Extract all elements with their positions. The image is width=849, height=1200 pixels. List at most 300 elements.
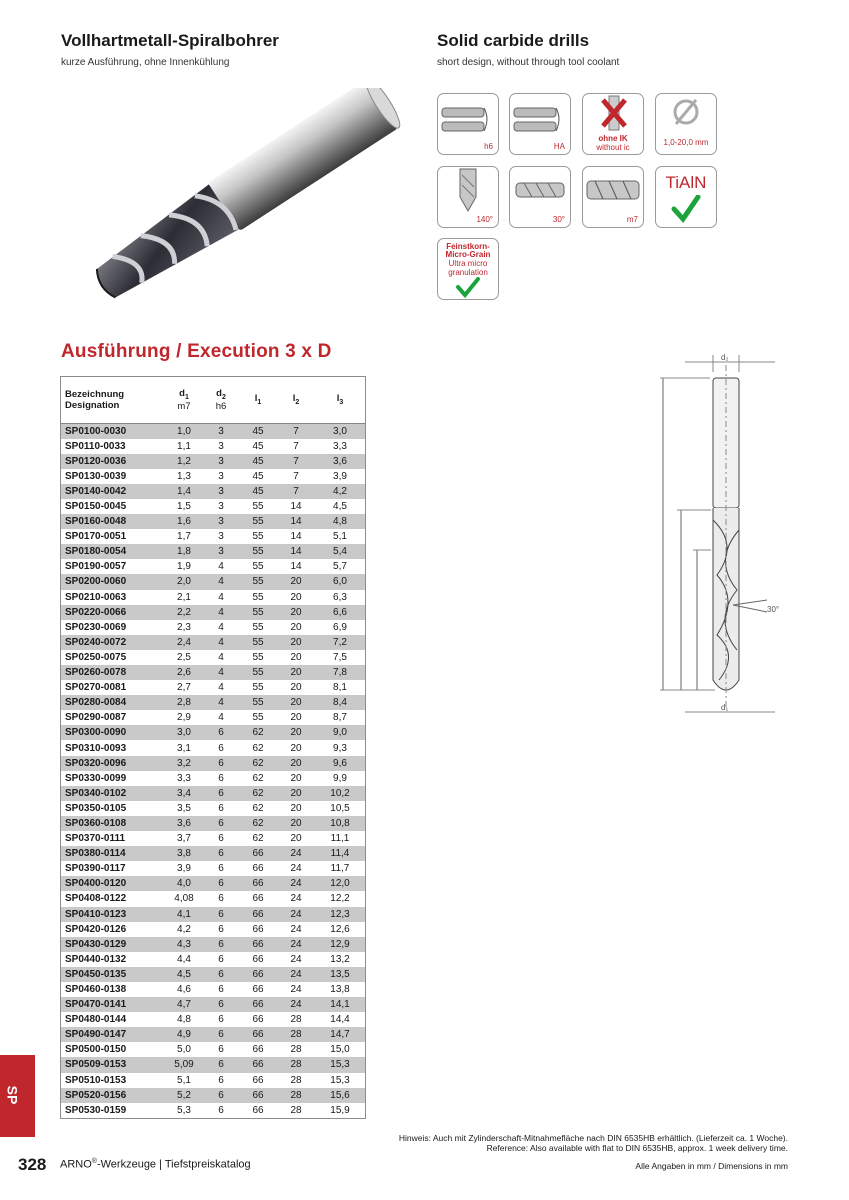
- table-row: [61, 907, 365, 922]
- title-de: Vollhartmetall-Spiralbohrer: [61, 31, 279, 50]
- cell-d1: 3,5: [177, 802, 191, 814]
- header-d1: $d_1$ m7: [177, 387, 191, 412]
- cell-l3: 4,8: [315, 514, 365, 529]
- cell-l1: 66: [252, 953, 264, 965]
- cell-l2: 14: [277, 544, 315, 559]
- section-title: Ausführung / Execution 3 x D: [61, 341, 332, 362]
- cell-l3: 15,3: [330, 1074, 350, 1086]
- cell-d2: 3: [203, 514, 239, 529]
- cell-d2: 4: [203, 635, 239, 650]
- cell-designation: SP0500-0150: [65, 1044, 127, 1056]
- diameter-icon: [655, 93, 717, 155]
- tolerance-icon: [582, 166, 644, 228]
- cell-l3: 13,2: [330, 953, 350, 965]
- cell-designation: SP0150-0045: [65, 501, 127, 513]
- cell-l1: 62: [252, 772, 264, 784]
- table-row: [61, 997, 365, 1012]
- cell-d1: 3,0: [165, 725, 203, 740]
- cell-l3: 3,0: [315, 423, 365, 439]
- cell-l1: 55: [252, 531, 264, 543]
- cell-l2: 24: [277, 967, 315, 982]
- check-icon: [438, 277, 498, 299]
- cell-designation: SP0330-0099: [65, 772, 127, 784]
- cell-l1: 66: [239, 846, 277, 861]
- cell-l3: 15,6: [315, 1088, 365, 1103]
- section-tab: [0, 1055, 35, 1137]
- cell-d1: 1,7: [177, 531, 191, 543]
- cell-d2: 6: [203, 876, 239, 891]
- cell-d2: 6: [203, 846, 239, 861]
- cell-d2: 6: [218, 1074, 224, 1086]
- cell-designation: SP0520-0156: [61, 1088, 165, 1103]
- cell-d2: 4: [218, 591, 224, 603]
- cell-d2: 6: [218, 1014, 224, 1026]
- cell-l3: 8,1: [333, 682, 347, 694]
- cell-d1: 4,6: [177, 984, 191, 996]
- cell-l2: 24: [277, 937, 315, 952]
- cell-d2: 6: [218, 923, 224, 935]
- cell-d1: 3,7: [177, 833, 191, 845]
- cell-l1: 62: [239, 756, 277, 771]
- subtitle-de: kurze Ausführung, ohne Innenkühlung: [61, 57, 230, 68]
- cell-l2: 7: [293, 440, 299, 452]
- cell-d2: 6: [218, 772, 224, 784]
- table-row: [61, 740, 365, 755]
- table-row: [61, 439, 365, 454]
- cell-d1: 3,3: [177, 772, 191, 784]
- cell-d2: 6: [203, 907, 239, 922]
- cell-designation: SP0530-0159: [65, 1104, 127, 1116]
- spec-table: [60, 376, 366, 1119]
- cell-d2: 6: [203, 816, 239, 831]
- cell-l3: 5,4: [315, 544, 365, 559]
- cell-l2: 14: [290, 501, 302, 513]
- cell-l2: 20: [290, 682, 302, 694]
- cell-designation: SP0460-0138: [65, 984, 127, 996]
- table-row: [61, 891, 365, 906]
- table-row: [61, 559, 365, 574]
- table-row: [61, 786, 365, 801]
- cell-l2: 20: [290, 621, 302, 633]
- cell-l1: 45: [239, 423, 277, 439]
- cell-l3: 7,8: [315, 665, 365, 680]
- cell-l1: 66: [239, 876, 277, 891]
- helix-angle-icon: [509, 166, 571, 228]
- cell-l3: 10,5: [330, 802, 350, 814]
- cell-l1: 66: [252, 1074, 264, 1086]
- cell-designation: SP0250-0075: [65, 651, 127, 663]
- header-designation: Bezeichnung Designation: [65, 388, 125, 411]
- cell-designation: SP0300-0090: [61, 725, 165, 740]
- cell-d1: 5,09: [165, 1057, 203, 1072]
- cell-l2: 24: [290, 863, 302, 875]
- cell-d1: 4,8: [177, 1014, 191, 1026]
- cell-l1: 62: [239, 786, 277, 801]
- cell-l1: 45: [239, 454, 277, 469]
- cell-l3: 4,2: [315, 484, 365, 499]
- table-row: [61, 1042, 365, 1057]
- d2-label: d₂: [721, 353, 729, 362]
- cell-designation: SP0509-0153: [61, 1057, 165, 1072]
- cell-l2: 20: [290, 802, 302, 814]
- table-row: [61, 544, 365, 559]
- cell-d1: 4,2: [177, 923, 191, 935]
- table-row: [61, 590, 365, 605]
- cell-l1: 66: [252, 1044, 264, 1056]
- cell-designation: SP0160-0048: [61, 514, 165, 529]
- cell-d2: 6: [218, 953, 224, 965]
- cell-designation: SP0320-0096: [61, 756, 165, 771]
- no-coolant-label-de: ohne IK: [598, 134, 628, 143]
- cell-designation: SP0190-0057: [65, 561, 127, 573]
- cell-l1: 62: [239, 816, 277, 831]
- cell-l2: 20: [290, 833, 302, 845]
- d1-label: d₁: [721, 703, 729, 712]
- cell-l1: 55: [252, 591, 264, 603]
- cell-designation: SP0350-0105: [65, 802, 127, 814]
- cell-d2: 6: [203, 937, 239, 952]
- cell-d2: 4: [218, 712, 224, 724]
- cell-l3: 9,6: [315, 756, 365, 771]
- cell-designation: SP0280-0084: [61, 695, 165, 710]
- cell-designation: SP0470-0141: [61, 997, 165, 1012]
- cell-l3: 12,0: [315, 876, 365, 891]
- table-row: [61, 1088, 365, 1103]
- cell-l3: 6,0: [315, 574, 365, 589]
- cell-l1: 45: [252, 470, 264, 482]
- table-row: [61, 650, 365, 665]
- cell-l2: 20: [290, 651, 302, 663]
- cell-designation: SP0340-0102: [61, 786, 165, 801]
- cell-l2: 20: [277, 756, 315, 771]
- table-row: [61, 529, 365, 544]
- cell-d1: 1,1: [177, 440, 191, 452]
- cell-d1: 3,4: [165, 786, 203, 801]
- note-de: Hinweis: Auch mit Zylinderschaft-Mitnahmefläche nach DIN 6535HB erhältlich. (Lieferzeit ca. 1 Woche).: [398, 1133, 788, 1143]
- cell-l2: 28: [290, 1014, 302, 1026]
- cell-d2: 4: [218, 651, 224, 663]
- cell-d1: 4,08: [174, 893, 194, 905]
- cell-d1: 4,7: [165, 997, 203, 1012]
- cell-d2: 6: [218, 863, 224, 875]
- cell-designation: SP0370-0111: [65, 833, 126, 845]
- cell-d1: 1,6: [165, 514, 203, 529]
- cell-d1: 2,6: [165, 665, 203, 680]
- cell-l1: 66: [252, 863, 264, 875]
- cell-l3: 5,1: [333, 531, 347, 543]
- cell-d2: 6: [218, 1044, 224, 1056]
- point-angle-icon: [437, 166, 499, 228]
- cell-d1: 1,0: [165, 423, 203, 439]
- cell-l2: 24: [277, 907, 315, 922]
- cell-d1: 3,2: [165, 756, 203, 771]
- cell-d1: 4,9: [165, 1027, 203, 1042]
- cell-d2: 6: [203, 997, 239, 1012]
- cell-d2: 3: [218, 470, 224, 482]
- cell-l2: 20: [277, 605, 315, 620]
- ha-label: HA: [553, 142, 565, 151]
- cell-l2: 20: [277, 786, 315, 801]
- table-row: [61, 1057, 365, 1072]
- cell-d2: 6: [218, 833, 224, 845]
- cell-d1: 4,5: [165, 967, 203, 982]
- cell-l1: 66: [252, 893, 264, 905]
- cell-l2: 28: [290, 1074, 302, 1086]
- table-row: [61, 801, 365, 816]
- cell-designation: SP0480-0144: [65, 1014, 127, 1026]
- cell-l3: 4,5: [333, 501, 347, 513]
- cell-d2: 4: [203, 665, 239, 680]
- cell-designation: SP0230-0069: [65, 621, 127, 633]
- cell-l2: 20: [290, 591, 302, 603]
- cell-l1: 62: [252, 802, 264, 814]
- cell-l1: 66: [239, 1057, 277, 1072]
- cell-d1: 2,1: [177, 591, 191, 603]
- cell-d1: 1,5: [177, 501, 191, 513]
- grain-label-de: Feinstkorn-: [446, 242, 490, 251]
- cell-l1: 66: [239, 937, 277, 952]
- cell-l1: 45: [252, 440, 264, 452]
- cell-l3: 10,8: [315, 816, 365, 831]
- cell-l1: 55: [239, 665, 277, 680]
- h6-label: h6: [484, 142, 493, 151]
- cell-l2: 7: [277, 484, 315, 499]
- cell-l3: 9,0: [315, 725, 365, 740]
- cell-l1: 62: [239, 725, 277, 740]
- cell-d1: 4,4: [177, 953, 191, 965]
- cell-l2: 7: [293, 470, 299, 482]
- cell-d2: 6: [203, 786, 239, 801]
- header-l2: $l_2$: [292, 393, 300, 407]
- coating-label: TiAlN: [665, 173, 707, 192]
- micro-grain-icon: [437, 238, 499, 300]
- cell-l1: 66: [252, 923, 264, 935]
- table-row: [61, 861, 365, 876]
- table-row: [61, 1103, 365, 1118]
- cell-d1: 2,2: [165, 605, 203, 620]
- table-row: [61, 635, 365, 650]
- cell-d2: 3: [203, 454, 239, 469]
- cell-l3: 3,3: [333, 440, 347, 452]
- cell-l2: 24: [290, 923, 302, 935]
- cell-l1: 66: [239, 907, 277, 922]
- table-row: [61, 514, 365, 529]
- cell-l3: 12,9: [315, 937, 365, 952]
- cell-l2: 20: [290, 742, 302, 754]
- note-en: Reference: Also available with flat to DIN 6535HB, approx. 1 week delivery time.: [486, 1143, 788, 1153]
- cell-l1: 55: [252, 621, 264, 633]
- footer-brand: ARNO®-Werkzeuge | Tiefstpreiskatalog: [60, 1158, 251, 1171]
- cell-l3: 11,7: [330, 863, 350, 875]
- cell-d1: 2,8: [165, 695, 203, 710]
- cell-l1: 66: [239, 967, 277, 982]
- cell-d1: 2,3: [177, 621, 191, 633]
- cell-d1: 3,9: [177, 863, 191, 875]
- cell-l3: 3,9: [333, 470, 347, 482]
- cell-l3: 15,3: [315, 1057, 365, 1072]
- helix-angle-label: 30°: [552, 215, 565, 224]
- cell-l2: 28: [290, 1104, 302, 1116]
- table-row: [61, 484, 365, 499]
- cell-d2: 3: [218, 531, 224, 543]
- table-row: [61, 710, 365, 725]
- ha-shank-icon: [509, 93, 571, 155]
- cell-d2: 4: [218, 561, 224, 573]
- cell-l2: 28: [277, 1088, 315, 1103]
- table-row: [61, 846, 365, 861]
- cell-l2: 14: [277, 514, 315, 529]
- cell-l2: 24: [277, 876, 315, 891]
- cell-l1: 62: [252, 833, 264, 845]
- cell-d2: 3: [203, 484, 239, 499]
- cell-l1: 55: [252, 712, 264, 724]
- table-body: [61, 423, 365, 1118]
- table-row: [61, 605, 365, 620]
- cell-designation: SP0110-0033: [65, 440, 126, 452]
- table-row: [61, 1027, 365, 1042]
- no-coolant-label-en: without ic: [596, 143, 630, 152]
- coating-icon: [655, 166, 717, 228]
- cell-l3: 9,3: [333, 742, 347, 754]
- cell-l1: 55: [239, 635, 277, 650]
- cell-designation: SP0120-0036: [61, 454, 165, 469]
- header-l1: $l_1$: [254, 393, 262, 407]
- check-icon: [656, 195, 716, 225]
- cell-d2: 4: [218, 682, 224, 694]
- table-header: [61, 377, 365, 423]
- cell-l1: 66: [239, 997, 277, 1012]
- cell-l1: 55: [252, 651, 264, 663]
- cell-d2: 6: [203, 1027, 239, 1042]
- cell-d2: 6: [218, 802, 224, 814]
- title-en: Solid carbide drills: [437, 31, 590, 50]
- cell-l3: 11,1: [330, 833, 350, 845]
- cell-l2: 24: [277, 997, 315, 1012]
- cell-l3: 6,9: [333, 621, 347, 633]
- cell-l3: 8,4: [315, 695, 365, 710]
- cell-designation: SP0240-0072: [61, 635, 165, 650]
- cell-l3: 13,5: [315, 967, 365, 982]
- cell-d2: 4: [203, 574, 239, 589]
- subtitle-en: short design, without through tool coolant: [437, 57, 620, 68]
- cell-d2: 4: [203, 605, 239, 620]
- table-row: [61, 982, 365, 997]
- cell-designation: SP0420-0126: [65, 923, 127, 935]
- cell-designation: SP0490-0147: [61, 1027, 165, 1042]
- cell-l1: 66: [239, 1088, 277, 1103]
- point-angle-label: 140°: [476, 215, 493, 224]
- cell-l2: 24: [290, 984, 302, 996]
- table-row: [61, 695, 365, 710]
- units-note: Alle Angaben in mm / Dimensions in mm: [635, 1161, 788, 1171]
- cell-d1: 5,0: [177, 1044, 191, 1056]
- diameter-range-label: 1,0-20,0 mm: [663, 138, 709, 147]
- cell-l2: 28: [277, 1057, 315, 1072]
- cell-l1: 45: [239, 484, 277, 499]
- cell-l2: 20: [290, 712, 302, 724]
- cell-designation: SP0410-0123: [61, 907, 165, 922]
- table-row: [61, 876, 365, 891]
- table-row: [61, 725, 365, 740]
- cell-d2: 3: [203, 423, 239, 439]
- cell-l3: 5,7: [333, 561, 347, 573]
- cell-designation: SP0408-0122: [65, 893, 127, 905]
- cell-l3: 6,3: [333, 591, 347, 603]
- drill-photo: [70, 88, 415, 303]
- table-row: [61, 574, 365, 589]
- cell-l2: 20: [277, 665, 315, 680]
- cell-designation: SP0200-0060: [61, 574, 165, 589]
- cell-d1: 4,1: [165, 907, 203, 922]
- cell-l1: 55: [252, 561, 264, 573]
- cell-d2: 6: [203, 756, 239, 771]
- cell-designation: SP0220-0066: [61, 605, 165, 620]
- h6-shank-icon: [437, 93, 499, 155]
- grain-label-en2: granulation: [448, 268, 488, 277]
- no-coolant-icon: [582, 93, 644, 155]
- cell-designation: SP0180-0054: [61, 544, 165, 559]
- cell-l3: 10,2: [315, 786, 365, 801]
- cell-l2: 20: [277, 695, 315, 710]
- cell-l3: 12,2: [330, 893, 350, 905]
- table-row: [61, 756, 365, 771]
- cell-designation: SP0290-0087: [65, 712, 127, 724]
- header-d2: $d_2$ h6: [215, 387, 227, 412]
- cell-designation: SP0130-0039: [65, 470, 127, 482]
- cell-designation: SP0360-0108: [61, 816, 165, 831]
- angle-label: 30°: [767, 605, 780, 614]
- grain-label-de2: Micro-Grain: [445, 250, 491, 259]
- cell-d1: 1,8: [165, 544, 203, 559]
- cell-d2: 6: [203, 1088, 239, 1103]
- tolerance-label: m7: [626, 215, 638, 224]
- cell-l2: 14: [290, 531, 302, 543]
- grain-label-en: Ultra micro: [448, 259, 488, 268]
- cell-d1: 5,2: [165, 1088, 203, 1103]
- cell-d1: 1,4: [165, 484, 203, 499]
- cell-designation: SP0380-0114: [61, 846, 165, 861]
- cell-l1: 55: [239, 605, 277, 620]
- drill-drawing: [655, 350, 785, 720]
- cell-d1: 3,1: [177, 742, 191, 754]
- cell-d2: 6: [203, 1057, 239, 1072]
- cell-l2: 7: [277, 454, 315, 469]
- cell-l3: 13,8: [330, 984, 350, 996]
- cell-l1: 55: [252, 501, 264, 513]
- page-number: 328: [18, 1155, 47, 1174]
- cell-designation: SP0430-0129: [61, 937, 165, 952]
- table-row: [61, 922, 365, 937]
- cell-l3: 12,6: [330, 923, 350, 935]
- table-row: [61, 499, 365, 514]
- cell-l2: 28: [277, 1027, 315, 1042]
- cell-d2: 6: [203, 725, 239, 740]
- section-tab-label: SP: [4, 1085, 21, 1105]
- cell-l3: 6,6: [315, 605, 365, 620]
- cell-l1: 66: [252, 984, 264, 996]
- cell-designation: SP0450-0135: [61, 967, 165, 982]
- cell-l2: 20: [290, 772, 302, 784]
- cell-l2: 20: [277, 574, 315, 589]
- header-l3: $l_3$: [336, 393, 344, 407]
- cell-designation: SP0390-0117: [65, 863, 126, 875]
- cell-designation: SP0510-0153: [65, 1074, 127, 1086]
- cell-l2: 20: [277, 725, 315, 740]
- cell-l3: 12,3: [315, 907, 365, 922]
- table-row: [61, 665, 365, 680]
- cell-d1: 2,5: [177, 651, 191, 663]
- cell-d2: 6: [203, 967, 239, 982]
